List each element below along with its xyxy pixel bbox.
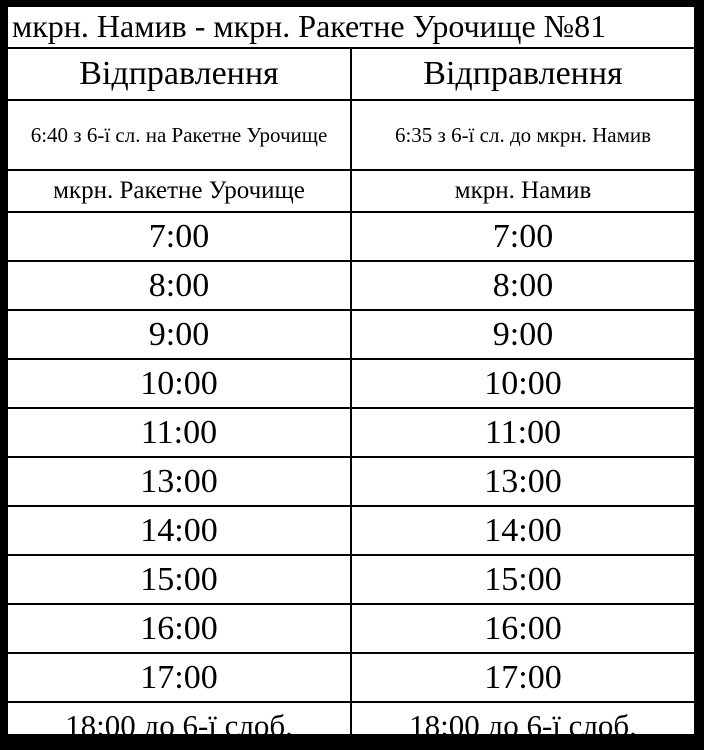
departure-time-right: 18:00 до 6-ї слоб. xyxy=(351,702,694,750)
departure-time-left: 15:00 xyxy=(8,555,351,604)
column-note-right: 6:35 з 6-ї сл. до мкрн. Намив xyxy=(351,100,694,170)
departure-time-right: 17:00 xyxy=(351,653,694,702)
departure-time-left: 7:00 xyxy=(8,212,351,261)
table-row xyxy=(8,457,694,506)
column-note-left: 6:40 з 6-ї сл. на Ракетне Урочище xyxy=(8,100,351,170)
column-stop-left: мкрн. Ракетне Урочище xyxy=(8,170,351,212)
departure-time-left: 10:00 xyxy=(8,359,351,408)
table-row xyxy=(8,506,694,555)
departure-time-right: 10:00 xyxy=(351,359,694,408)
column-stop-right: мкрн. Намив xyxy=(351,170,694,212)
departure-time-left: 13:00 xyxy=(8,457,351,506)
departure-time-right: 13:00 xyxy=(351,457,694,506)
schedule-table xyxy=(8,7,694,750)
title-row xyxy=(8,7,694,48)
departure-time-left: 9:00 xyxy=(8,310,351,359)
departure-time-right: 9:00 xyxy=(351,310,694,359)
departure-time-right: 11:00 xyxy=(351,408,694,457)
departure-time-left: 14:00 xyxy=(8,506,351,555)
departure-time-right: 14:00 xyxy=(351,506,694,555)
departure-time-right: 16:00 xyxy=(351,604,694,653)
table-row xyxy=(8,261,694,310)
departure-time-left: 8:00 xyxy=(8,261,351,310)
heading-row xyxy=(8,48,694,100)
departure-time-right: 8:00 xyxy=(351,261,694,310)
departure-time-left: 16:00 xyxy=(8,604,351,653)
note-row xyxy=(8,100,694,170)
table-row xyxy=(8,310,694,359)
route-title: мкрн. Намив - мкрн. Ракетне Урочище №81 xyxy=(8,7,694,48)
table-row xyxy=(8,555,694,604)
column-heading-left: Відправлення xyxy=(8,48,351,100)
stop-row xyxy=(8,170,694,212)
departure-time-left: 18:00 до 6-ї слоб. xyxy=(8,702,351,750)
departure-time-right: 15:00 xyxy=(351,555,694,604)
departure-time-left: 17:00 xyxy=(8,653,351,702)
departure-time-right: 7:00 xyxy=(351,212,694,261)
table-row xyxy=(8,408,694,457)
schedule-sheet xyxy=(5,4,697,744)
table-row xyxy=(8,604,694,653)
table-row xyxy=(8,212,694,261)
departure-time-left: 11:00 xyxy=(8,408,351,457)
table-row xyxy=(8,653,694,702)
table-row xyxy=(8,359,694,408)
column-heading-right: Відправлення xyxy=(351,48,694,100)
